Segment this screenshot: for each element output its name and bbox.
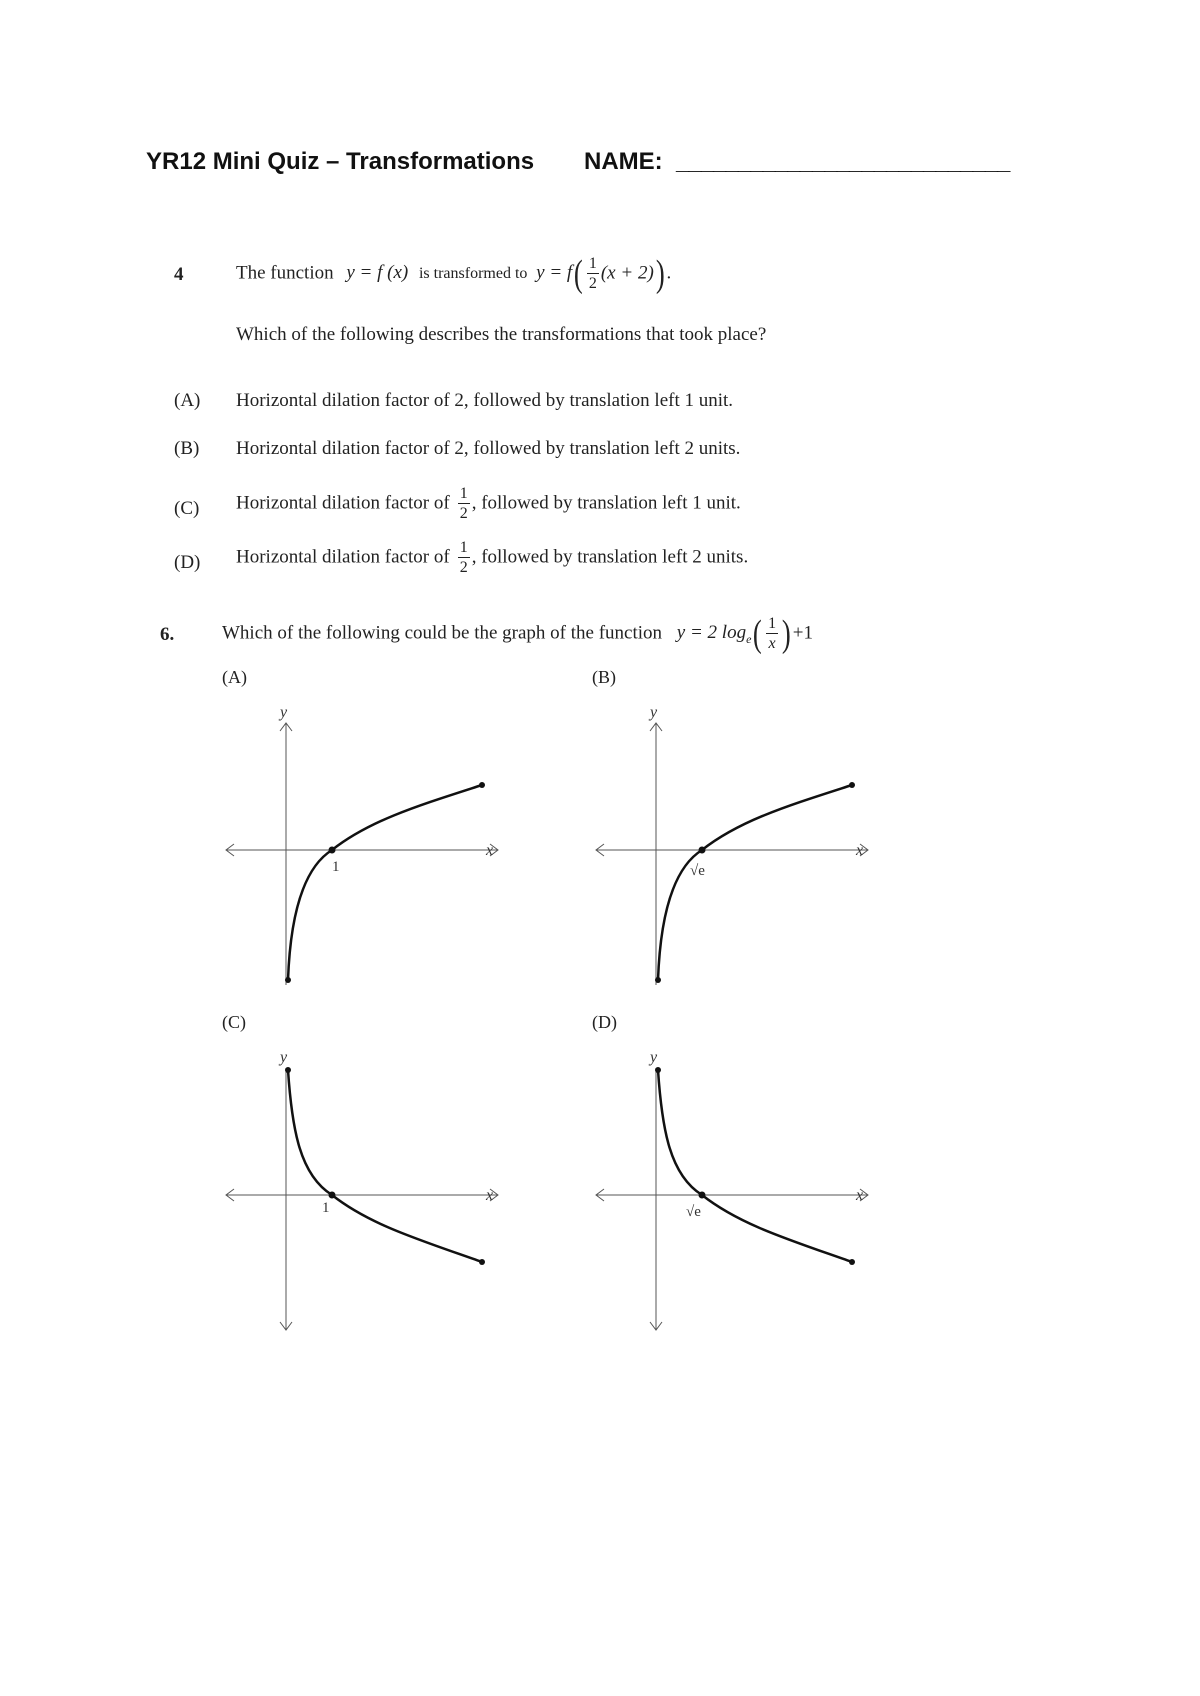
graph-c[interactable]	[220, 1040, 510, 1340]
graph-b-intercept-label: √e	[690, 863, 705, 879]
graph-b[interactable]	[590, 695, 880, 995]
graph-c-intercept-label: 1	[322, 1200, 330, 1216]
graph-a-label[interactable]: (A)	[222, 667, 247, 687]
option-a-text[interactable]: Horizontal dilation factor of 2, followed by translation left 1 unit.	[236, 390, 734, 411]
option-d-text[interactable]: Horizontal dilation factor of $\frac{1}{2}$ , followed by translation left 2 units.	[236, 539, 749, 576]
graph-c-x-axis-label: x	[486, 1187, 494, 1204]
graph-d-intercept-label: √e	[686, 1204, 701, 1220]
question-4-prompt: Which of the following describes the transformations that took place?	[236, 324, 767, 345]
name-field[interactable]: ___________________________	[676, 148, 1010, 175]
graph-b-x-axis-label: x	[856, 842, 864, 859]
option-c-label[interactable]: (C)	[174, 498, 200, 519]
graph-a[interactable]	[220, 695, 510, 995]
graph-b-label[interactable]: (B)	[592, 667, 616, 687]
option-b-label[interactable]: (B)	[174, 438, 200, 459]
quiz-header	[146, 148, 1010, 176]
graph-d[interactable]	[590, 1040, 880, 1340]
graph-a-intercept-label: 1	[332, 859, 340, 875]
question-6-number: 6.	[160, 624, 175, 645]
question-4-stem: The function y = f (x) is transformed to y = f( $\frac{1}{2}$ (x + 2)).	[236, 253, 672, 295]
q4-stem-fraction: $\frac{1}{2}$	[588, 255, 597, 292]
quiz-title: YR12 Mini Quiz – Transformations	[146, 148, 535, 175]
option-d-label[interactable]: (D)	[174, 552, 201, 573]
question-6-stem: Which of the following could be the graph of the function y = 2 $\log_e$( $\frac{1}{x}$ )+1	[222, 613, 813, 655]
graph-d-x-axis-label: x	[856, 1187, 864, 1204]
graph-d-label[interactable]: (D)	[592, 1012, 617, 1032]
graph-b-y-axis-label: y	[650, 704, 658, 721]
graph-d-y-axis-label: y	[650, 1049, 658, 1066]
name-label: NAME:	[584, 148, 663, 175]
graph-a-y-axis-label: y	[280, 704, 288, 721]
option-c-text[interactable]: Horizontal dilation factor of $\frac{1}{2}$ , followed by translation left 1 unit.	[236, 485, 741, 522]
question-4-number: 4	[174, 264, 184, 285]
option-a-label[interactable]: (A)	[174, 390, 201, 411]
graph-a-x-axis-label: x	[486, 842, 494, 859]
graph-c-label[interactable]: (C)	[222, 1012, 246, 1032]
graph-c-y-axis-label: y	[280, 1049, 288, 1066]
option-b-text[interactable]: Horizontal dilation factor of 2, followed by translation left 2 units.	[236, 438, 741, 459]
